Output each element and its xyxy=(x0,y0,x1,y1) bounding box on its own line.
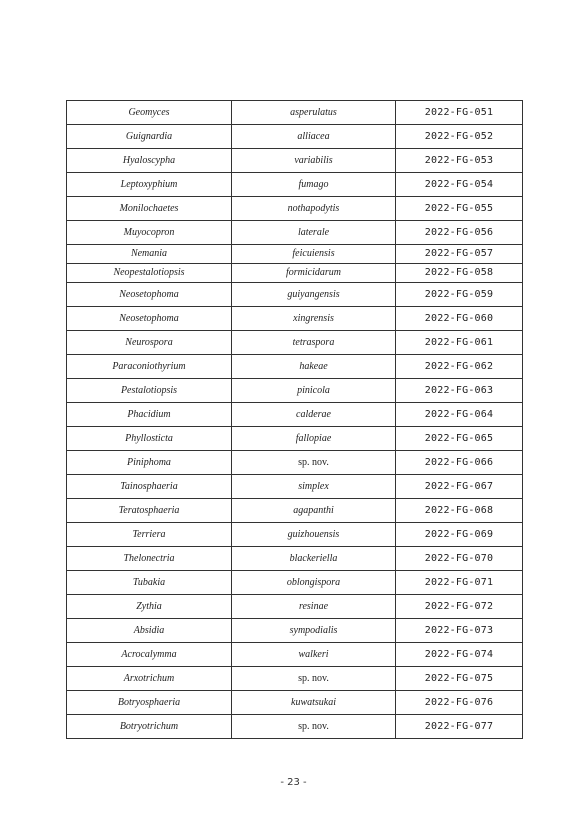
species-cell: blackeriella xyxy=(232,547,396,571)
code-cell: 2022-FG-053 xyxy=(396,149,523,173)
code-cell: 2022-FG-062 xyxy=(396,355,523,379)
genus-cell: Monilochaetes xyxy=(67,197,232,221)
code-cell: 2022-FG-065 xyxy=(396,427,523,451)
table-row xyxy=(67,331,523,355)
table-row xyxy=(67,149,523,173)
genus-cell: Teratosphaeria xyxy=(67,499,232,523)
species-cell: nothapodytis xyxy=(232,197,396,221)
code-cell: 2022-FG-059 xyxy=(396,283,523,307)
genus-cell: Botryosphaeria xyxy=(67,691,232,715)
table-row xyxy=(67,643,523,667)
genus-cell: Geomyces xyxy=(67,101,232,125)
table-row xyxy=(67,619,523,643)
code-cell: 2022-FG-058 xyxy=(396,264,523,283)
table-body xyxy=(67,101,523,739)
code-cell: 2022-FG-064 xyxy=(396,403,523,427)
code-cell: 2022-FG-057 xyxy=(396,245,523,264)
table-row xyxy=(67,691,523,715)
genus-cell: Acrocalymma xyxy=(67,643,232,667)
table-row xyxy=(67,173,523,197)
code-cell: 2022-FG-055 xyxy=(396,197,523,221)
code-cell: 2022-FG-076 xyxy=(396,691,523,715)
genus-cell: Muyocopron xyxy=(67,221,232,245)
species-cell: variabilis xyxy=(232,149,396,173)
genus-cell: Neosetophoma xyxy=(67,283,232,307)
table-row xyxy=(67,379,523,403)
table-row xyxy=(67,355,523,379)
species-cell: sp. nov. xyxy=(232,451,396,475)
species-cell: asperulatus xyxy=(232,101,396,125)
table-row xyxy=(67,667,523,691)
species-cell: pinicola xyxy=(232,379,396,403)
table-row xyxy=(67,403,523,427)
genus-cell: Nemania xyxy=(67,245,232,264)
genus-cell: Neosetophoma xyxy=(67,307,232,331)
table-row xyxy=(67,197,523,221)
species-cell: resinae xyxy=(232,595,396,619)
table-row xyxy=(67,101,523,125)
genus-cell: Botryotrichum xyxy=(67,715,232,739)
species-cell: guizhouensis xyxy=(232,523,396,547)
species-cell: formicidarum xyxy=(232,264,396,283)
genus-cell: Thelonectria xyxy=(67,547,232,571)
code-cell: 2022-FG-075 xyxy=(396,667,523,691)
species-table xyxy=(66,100,523,739)
genus-cell: Zythia xyxy=(67,595,232,619)
table-row xyxy=(67,547,523,571)
genus-cell: Phyllosticta xyxy=(67,427,232,451)
code-cell: 2022-FG-070 xyxy=(396,547,523,571)
genus-cell: Neurospora xyxy=(67,331,232,355)
species-cell: laterale xyxy=(232,221,396,245)
genus-cell: Piniphoma xyxy=(67,451,232,475)
code-cell: 2022-FG-077 xyxy=(396,715,523,739)
genus-cell: Absidia xyxy=(67,619,232,643)
page-number: - 23 - xyxy=(280,777,307,788)
species-cell: fumago xyxy=(232,173,396,197)
code-cell: 2022-FG-073 xyxy=(396,619,523,643)
species-cell: sp. nov. xyxy=(232,715,396,739)
species-cell: xingrensis xyxy=(232,307,396,331)
code-cell: 2022-FG-069 xyxy=(396,523,523,547)
table-row xyxy=(67,715,523,739)
species-cell: agapanthi xyxy=(232,499,396,523)
genus-cell: Neopestalotiopsis xyxy=(67,264,232,283)
code-cell: 2022-FG-061 xyxy=(396,331,523,355)
genus-cell: Arxotrichum xyxy=(67,667,232,691)
species-cell: sp. nov. xyxy=(232,667,396,691)
table-row xyxy=(67,245,523,264)
species-cell: simplex xyxy=(232,475,396,499)
genus-cell: Guignardia xyxy=(67,125,232,149)
code-cell: 2022-FG-074 xyxy=(396,643,523,667)
table-row xyxy=(67,427,523,451)
species-cell: guiyangensis xyxy=(232,283,396,307)
table-row xyxy=(67,283,523,307)
code-cell: 2022-FG-054 xyxy=(396,173,523,197)
table-row xyxy=(67,451,523,475)
code-cell: 2022-FG-067 xyxy=(396,475,523,499)
code-cell: 2022-FG-068 xyxy=(396,499,523,523)
table-row xyxy=(67,264,523,283)
table-row xyxy=(67,475,523,499)
genus-cell: Pestalotiopsis xyxy=(67,379,232,403)
genus-cell: Terriera xyxy=(67,523,232,547)
genus-cell: Hyaloscypha xyxy=(67,149,232,173)
genus-cell: Paraconiothyrium xyxy=(67,355,232,379)
table-row xyxy=(67,125,523,149)
species-cell: walkeri xyxy=(232,643,396,667)
species-cell: fallopiae xyxy=(232,427,396,451)
table-row xyxy=(67,499,523,523)
code-cell: 2022-FG-066 xyxy=(396,451,523,475)
species-cell: calderae xyxy=(232,403,396,427)
species-cell: kuwatsukai xyxy=(232,691,396,715)
genus-cell: Leptoxyphium xyxy=(67,173,232,197)
table-row xyxy=(67,307,523,331)
code-cell: 2022-FG-063 xyxy=(396,379,523,403)
species-cell: alliacea xyxy=(232,125,396,149)
code-cell: 2022-FG-071 xyxy=(396,571,523,595)
genus-cell: Tainosphaeria xyxy=(67,475,232,499)
code-cell: 2022-FG-072 xyxy=(396,595,523,619)
table-row xyxy=(67,571,523,595)
species-cell: feicuiensis xyxy=(232,245,396,264)
code-cell: 2022-FG-060 xyxy=(396,307,523,331)
species-cell: hakeae xyxy=(232,355,396,379)
genus-cell: Tubakia xyxy=(67,571,232,595)
table-row xyxy=(67,595,523,619)
code-cell: 2022-FG-056 xyxy=(396,221,523,245)
species-cell: tetraspora xyxy=(232,331,396,355)
species-cell: oblongispora xyxy=(232,571,396,595)
species-cell: sympodialis xyxy=(232,619,396,643)
code-cell: 2022-FG-051 xyxy=(396,101,523,125)
table-row xyxy=(67,523,523,547)
code-cell: 2022-FG-052 xyxy=(396,125,523,149)
genus-cell: Phacidium xyxy=(67,403,232,427)
table-row xyxy=(67,221,523,245)
